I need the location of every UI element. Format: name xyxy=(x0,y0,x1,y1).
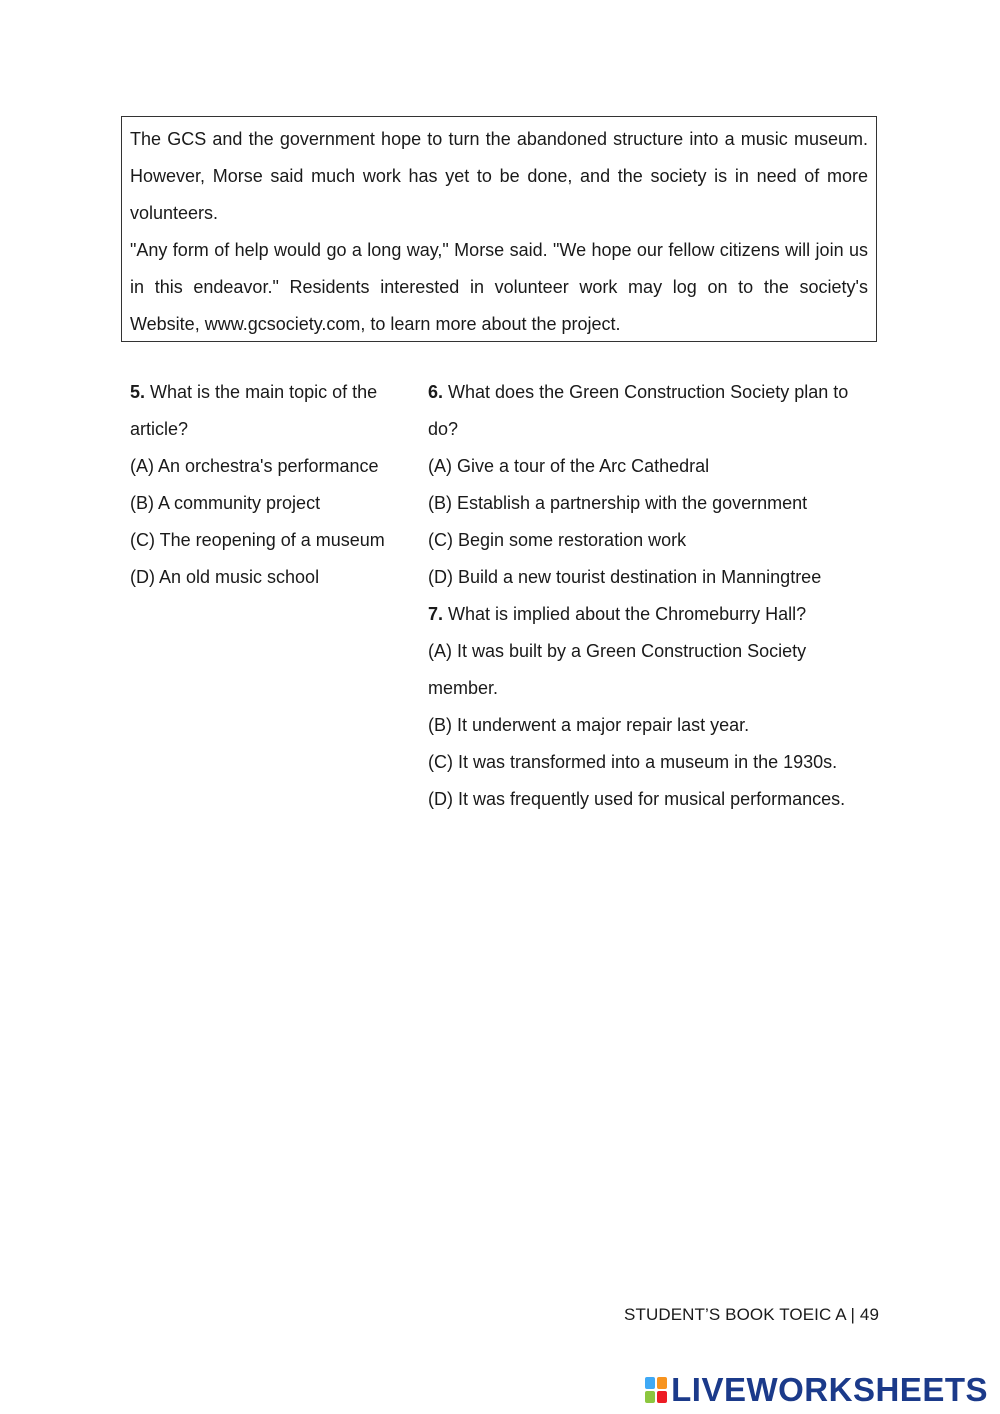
answer-option-a[interactable]: (A) An orchestra's performance xyxy=(130,456,379,476)
answer-option-c[interactable]: (C) The reopening of a museum xyxy=(130,530,385,550)
reading-passage-box xyxy=(121,116,877,342)
logo-tile-l xyxy=(645,1377,655,1389)
question-5 xyxy=(130,374,400,596)
question-6-stem xyxy=(428,374,873,448)
answer-option-b[interactable]: (B) A community project xyxy=(130,493,321,513)
questions-6-7 xyxy=(428,374,873,818)
answer-option-d[interactable]: (D) It was frequently used for musical performances. xyxy=(428,789,846,809)
answer-option-a[interactable]: (A) Give a tour of the Arc Cathedral xyxy=(428,456,710,476)
question-text: What does the Green Construction Society plan to do? xyxy=(428,382,849,439)
passage-paragraph-1: The GCS and the government hope to turn the abandoned structure into a music museum. However, Morse said much work has yet to be done, and the society is in need of more volunteers. xyxy=(130,129,868,223)
question-number: 6. xyxy=(428,382,444,402)
answer-option-a[interactable]: (A) It was built by a Green Construction Society member. xyxy=(428,641,807,698)
question-text: What is the main topic of the article? xyxy=(130,382,378,439)
logo-tile-e xyxy=(657,1391,667,1403)
question-7-stem xyxy=(428,596,873,633)
brand-name: LIVEWORKSHEETS xyxy=(671,1371,988,1408)
logo-tile-v xyxy=(645,1391,655,1403)
answer-option-b[interactable]: (B) It underwent a major repair last year. xyxy=(428,715,750,735)
answer-option-c[interactable]: (C) It was transformed into a museum in the 1930s. xyxy=(428,752,838,772)
liveworksheets-brand xyxy=(645,1370,988,1410)
question-5-stem xyxy=(130,374,400,448)
answer-option-c[interactable]: (C) Begin some restoration work xyxy=(428,530,687,550)
question-text: What is implied about the Chromeburry Hall? xyxy=(448,604,807,624)
answer-option-d[interactable]: (D) An old music school xyxy=(130,567,320,587)
answer-option-b[interactable]: (B) Establish a partnership with the government xyxy=(428,493,808,513)
page-footer: STUDENT’S BOOK TOEIC A | 49 xyxy=(624,1305,879,1324)
question-number: 7. xyxy=(428,604,444,624)
liveworksheets-logo-icon xyxy=(645,1377,667,1403)
logo-tile-i xyxy=(657,1377,667,1389)
passage-paragraph-2: "Any form of help would go a long way," Morse said. "We hope our fellow citizens will join us in this endeavor." Residents interested in volunteer work may log on to the society's Website, www.gcsociety.com, to learn more about the project. xyxy=(130,240,868,334)
question-number: 5. xyxy=(130,382,146,402)
answer-option-d[interactable]: (D) Build a new tourist destination in Manningtree xyxy=(428,567,822,587)
